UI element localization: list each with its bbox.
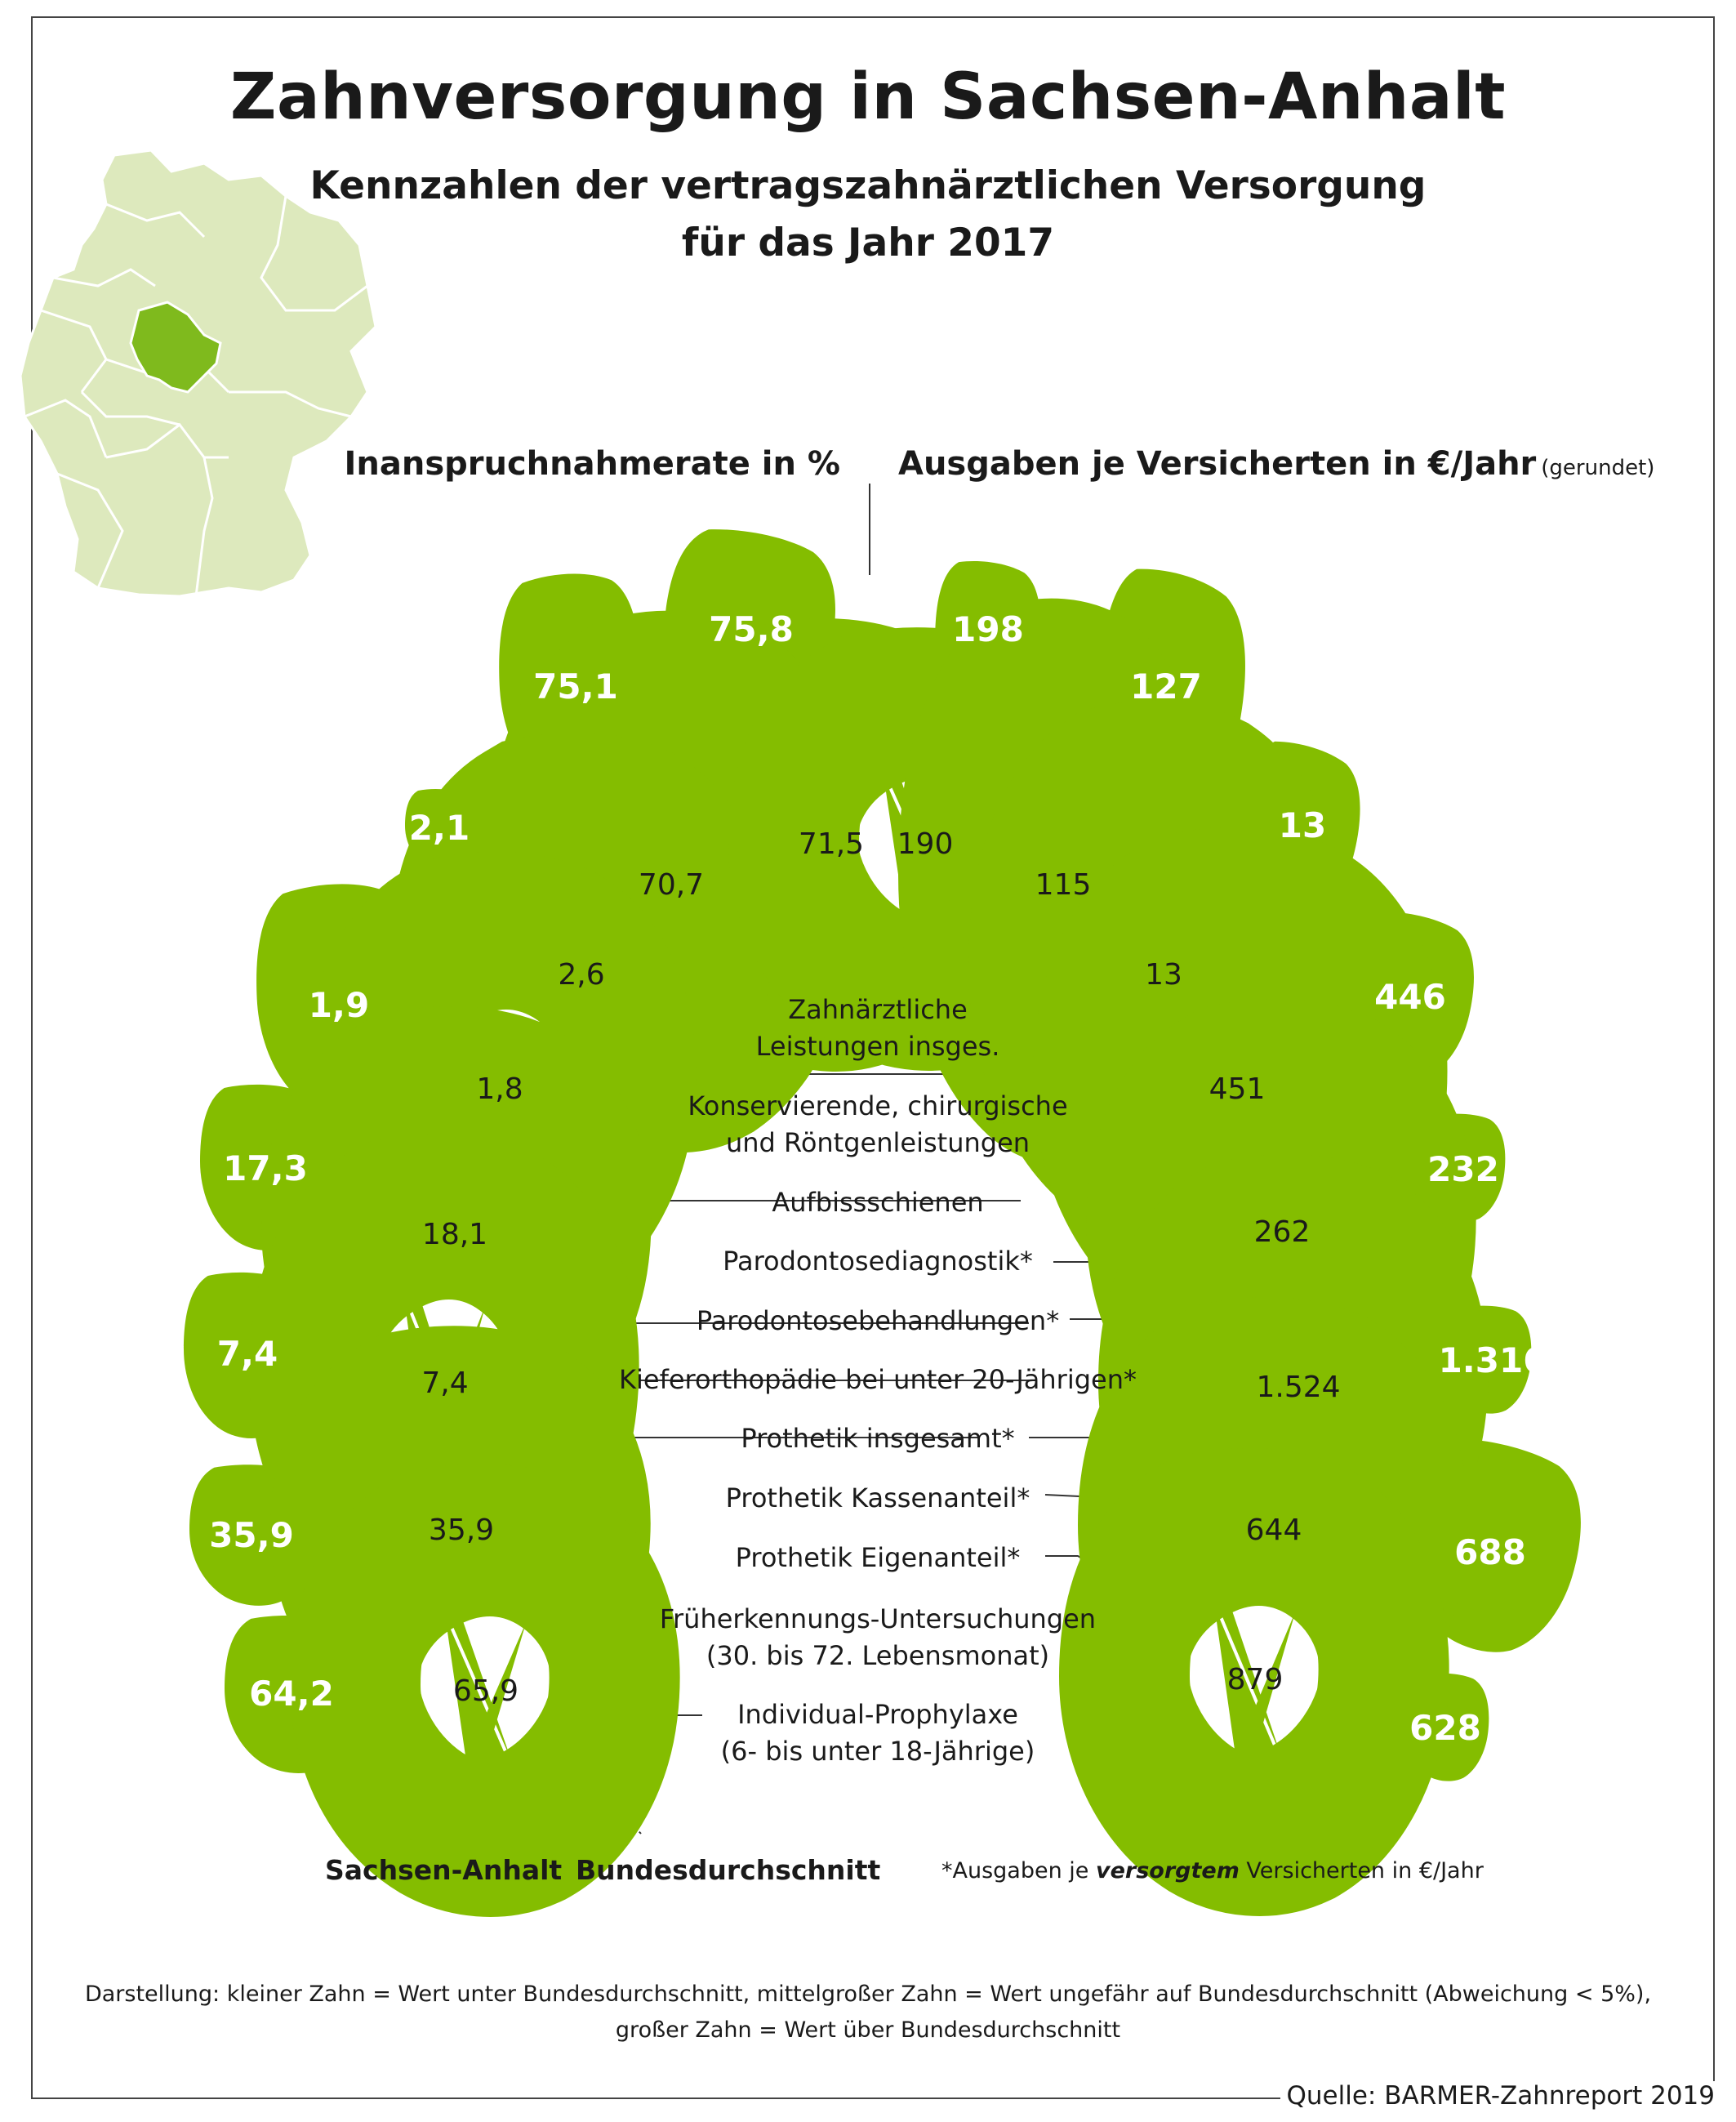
value-bd-r-zahn: 190 [897,827,954,861]
label-aufbiss: Aufbissschienen [772,1187,984,1218]
label-parbeh: Parodontosebehandlungen* [696,1305,1060,1336]
value-bd-frueh: 35,9 [428,1513,495,1547]
value-sa-parbeh: 17,3 [223,1148,308,1188]
value-bd-aufbiss: 2,6 [558,958,605,992]
source-note: Quelle: BARMER-Zahnreport 2019 [1280,2081,1716,2111]
value-bd-r-eigen: 879 [1226,1663,1284,1696]
value-sa-kfo: 7,4 [216,1334,278,1374]
footnote-post: Versicherten in €/Jahr [1239,1858,1484,1883]
value-sa-r-kons: 127 [1130,666,1202,707]
value-sa-r-kasse: 688 [1454,1532,1526,1572]
value-sa-kons: 75,1 [533,666,618,707]
footnote-emphasis: versorgtem [1095,1858,1240,1883]
label-frueh-1: Früherkennungs-Untersuchungen [659,1603,1097,1634]
subtitle-line1: Kennzahlen der vertragszahnärztlichen Versorgung [309,163,1427,208]
header-expenses-label: Ausgaben je Versicherten in €/Jahr [898,445,1537,483]
value-sa-r-pardiag: 232 [1427,1149,1499,1189]
value-sa-frueh: 35,9 [209,1515,294,1555]
value-bd-r-parbeh: 451 [1209,1072,1266,1106]
label-kasse: Prothetik Kassenanteil* [725,1482,1030,1513]
label-eigen: Prothetik Eigenanteil* [735,1542,1021,1573]
value-bd-r-pardiag: 262 [1253,1215,1311,1249]
label-proth: Prothetik insgesamt* [741,1423,1015,1454]
value-bd-r-aufbiss: 13 [1145,958,1182,992]
value-bd-zahn: 71,5 [798,827,865,861]
label-ip-1: Individual-Prophylaxe [737,1699,1018,1730]
legend-national: Bundesdurchschnitt [576,1854,881,1886]
value-bd-kfo: 7,4 [421,1366,469,1400]
value-bd-parbeh: 18,1 [421,1218,488,1251]
display-note-line2: großer Zahn = Wert über Bundesdurchschnitt [615,2017,1121,2043]
value-sa-r-parbeh: 446 [1374,977,1446,1017]
label-pardiag: Parodontosediagnostik* [723,1246,1033,1277]
subtitle-line2: für das Jahr 2017 [681,221,1055,265]
display-note-line1: Darstellung: kleiner Zahn = Wert unter Bundesdurchschnitt, mittelgroßer Zahn = Wert ungefähr auf Bundesdurchschnitt (Abweichung < 5%), [84,1982,1652,2007]
label-ip-2: (6- bis unter 18-Jährige) [720,1736,1035,1767]
category-labels [619,994,1137,1767]
label-zahn-2: Leistungen insges. [755,1031,1000,1062]
value-sa-ip: 64,2 [249,1674,334,1714]
main-title: Zahnversorgung in Sachsen-Anhalt [229,60,1507,134]
label-kons-2: und Röntgenleistungen [725,1127,1030,1158]
header-usage-rate: Inanspruchnahmerate in % [344,445,840,483]
legend-footnote [941,1858,1484,1883]
value-bd-r-proth: 1.524 [1256,1371,1341,1404]
label-zahn-1: Zahnärztliche [788,994,968,1025]
label-frueh-2: (30. bis 72. Lebensmonat) [706,1640,1050,1671]
value-bd-kons: 70,7 [638,868,705,902]
label-kons-1: Konservierende, chirurgische [688,1090,1068,1121]
label-kfo: Kieferorthopädie bei unter 20-Jährigen* [619,1364,1137,1395]
header-expenses-note: (gerundet) [1541,456,1655,480]
value-bd-r-kons: 115 [1035,868,1092,902]
value-sa-aufbiss: 2,1 [408,808,470,848]
value-sa-pardiag: 1,9 [308,985,370,1025]
value-sa-r-proth: 1.316 [1438,1340,1547,1380]
value-sa-r-zahn: 198 [952,609,1024,649]
footnote-pre: *Ausgaben je [941,1858,1096,1883]
value-bd-ip: 65,9 [452,1674,519,1708]
value-bd-pardiag: 1,8 [476,1072,523,1106]
value-bd-r-kasse: 644 [1245,1513,1302,1547]
value-sa-r-aufbiss: 13 [1278,805,1327,845]
value-sa-r-eigen: 628 [1409,1708,1481,1748]
value-sa-zahn: 75,8 [709,609,794,649]
legend-state: Sachsen-Anhalt [325,1854,563,1886]
